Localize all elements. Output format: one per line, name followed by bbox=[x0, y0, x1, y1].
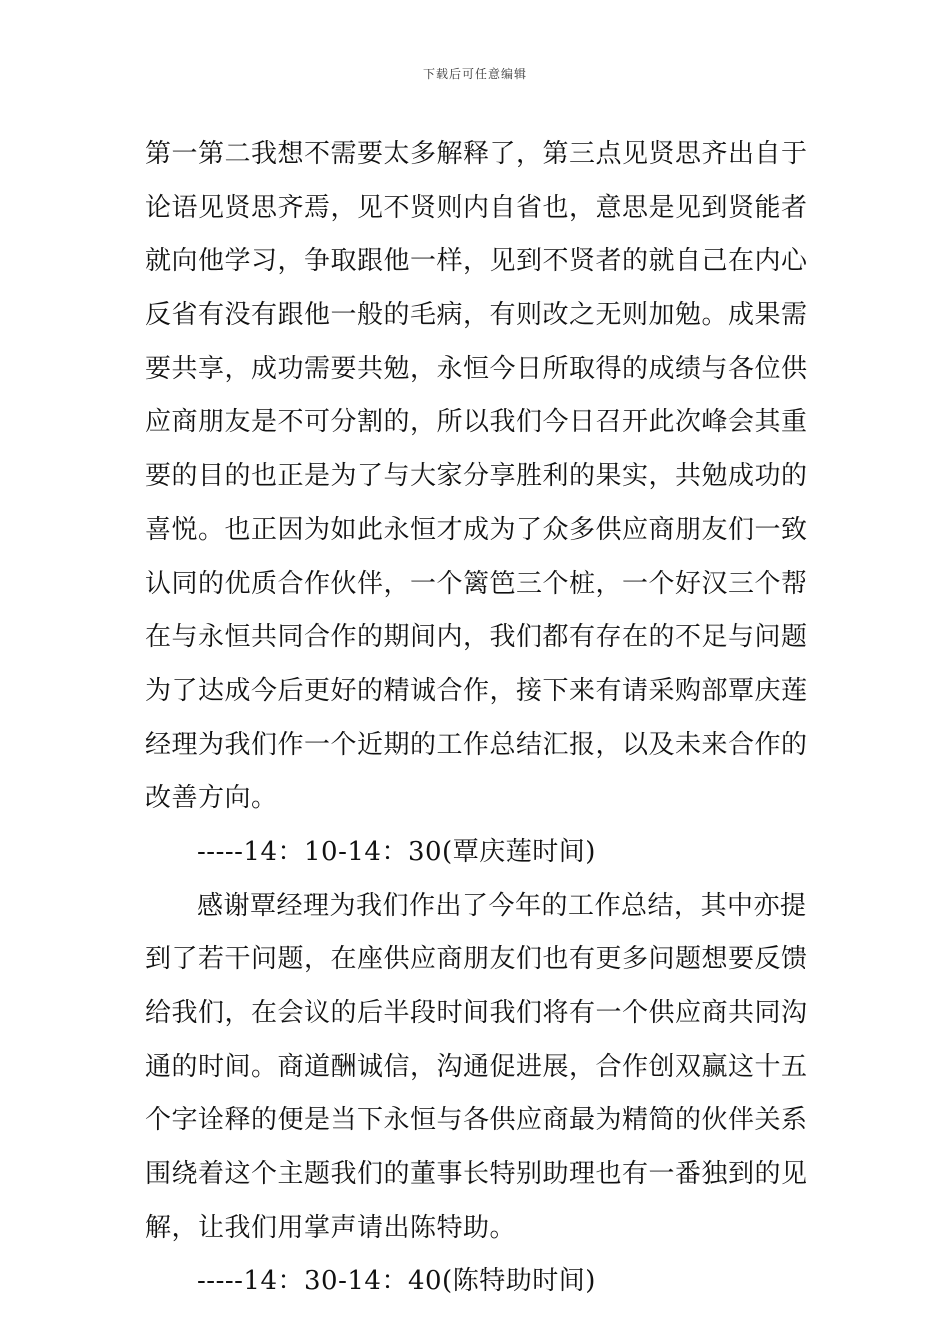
text-line: 个字诠释的便是当下永恒与各供应商最为精简的伙伴关系 bbox=[145, 1105, 808, 1136]
text-line: 认同的优质合作伙伴，一个篱笆三个桩，一个好汉三个帮 bbox=[145, 568, 808, 599]
text-line: 论语见贤思齐焉，见不贤则内自省也，意思是见到贤能者 bbox=[145, 192, 808, 223]
text-line: 改善方向。 bbox=[145, 783, 278, 814]
text-line: 就向他学习，争取跟他一样，见到不贤者的就自己在内心 bbox=[145, 246, 808, 277]
text-line: 感谢覃经理为我们作出了今年的工作总结，其中亦提 bbox=[197, 890, 807, 921]
text-line: 到了若干问题，在座供应商朋友们也有更多问题想要反馈 bbox=[145, 944, 808, 975]
text-line: 给我们，在会议的后半段时间我们将有一个供应商共同沟 bbox=[145, 998, 808, 1028]
text-line: 经理为我们作一个近期的工作总结汇报，以及未来合作的 bbox=[145, 729, 808, 760]
text-line: 围绕着这个主题我们的董事长特别助理也有一番独到的见 bbox=[145, 1159, 808, 1190]
schedule-line: -----14：10-14：30(覃庆莲时间) bbox=[197, 836, 596, 867]
document-body bbox=[145, 128, 807, 1309]
text-line: 在与永恒共同合作的期间内，我们都有存在的不足与问题 bbox=[145, 622, 808, 653]
schedule-line: -----14：30-14：40(陈特助时间) bbox=[197, 1266, 596, 1297]
text-line: 要共享，成功需要共勉，永恒今日所取得的成绩与各位供 bbox=[145, 353, 808, 384]
text-line: 第一第二我想不需要太多解释了，第三点见贤思齐出自于 bbox=[145, 139, 808, 169]
text-line: 通的时间。商道酬诚信，沟通促进展，合作创双赢这十五 bbox=[145, 1051, 808, 1082]
page-header: 下载后可任意编辑 bbox=[422, 67, 527, 81]
text-line: 为了达成今后更好的精诚合作，接下来有请采购部覃庆莲 bbox=[145, 675, 808, 706]
text-line: 解，让我们用掌声请出陈特助。 bbox=[145, 1212, 517, 1243]
text-line: 反省有没有跟他一般的毛病，有则改之无则加勉。成果需 bbox=[145, 300, 808, 331]
text-line: 应商朋友是不可分割的，所以我们今日召开此次峰会其重 bbox=[145, 407, 808, 438]
text-line: 要的目的也正是为了与大家分享胜利的果实，共勉成功的 bbox=[145, 461, 808, 492]
text-line: 喜悦。也正因为如此永恒才成为了众多供应商朋友们一致 bbox=[145, 514, 808, 545]
